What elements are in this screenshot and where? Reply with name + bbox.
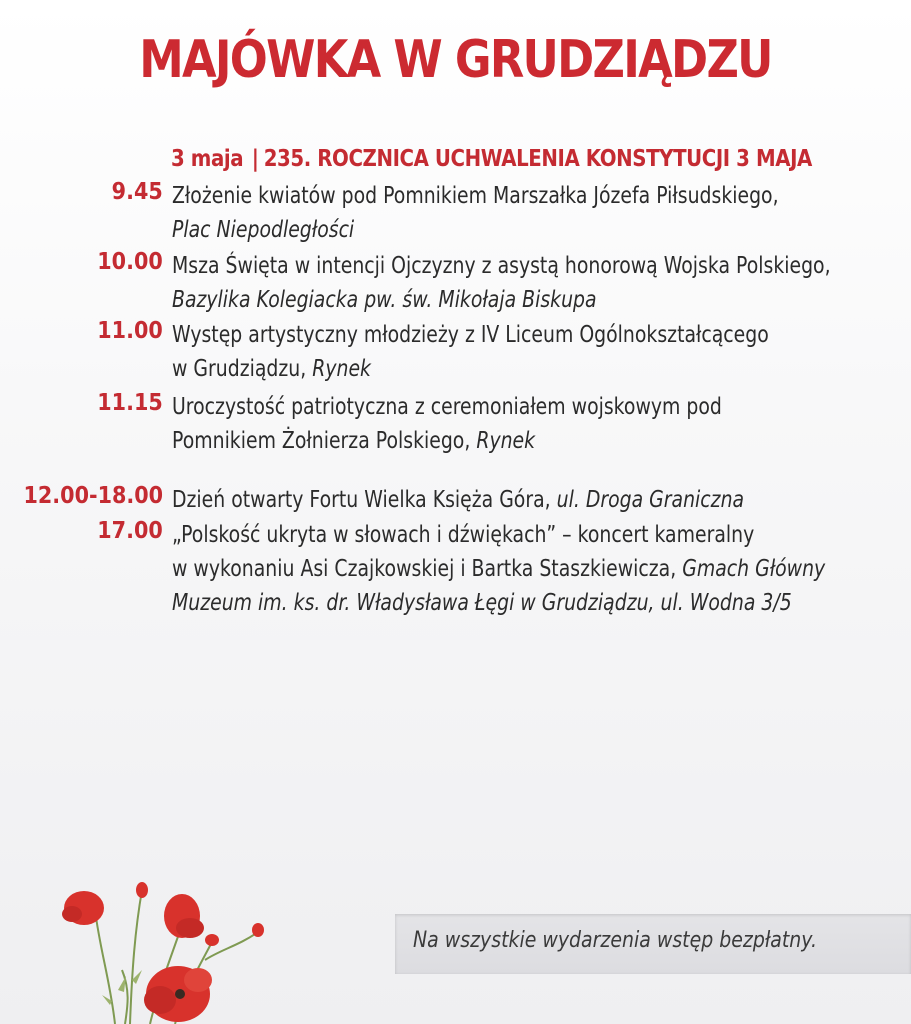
event-line: Dzień otwarty Fortu Wielka Księża Góra, ul. Droga Graniczna xyxy=(172,487,745,513)
event-place: Rynek xyxy=(312,356,371,382)
event-description xyxy=(172,518,826,620)
event-line: Złożenie kwiatów pod Pomnikiem Marszałka Józefa Piłsudskiego, xyxy=(172,183,779,209)
heading-separator: | xyxy=(251,146,259,172)
event-line: Uroczystość patriotyczna z ceremoniałem wojskowym pod xyxy=(172,394,722,420)
event-line: „Polskość ukryta w słowach i dźwiękach” – koncert kameralny xyxy=(172,522,755,548)
event-place: ul. Droga Graniczna xyxy=(556,487,745,513)
event-line xyxy=(172,213,795,247)
event-description xyxy=(172,483,795,517)
event-line xyxy=(172,283,795,317)
event-place: Plac Niepodległości xyxy=(172,217,355,243)
event-line: Msza Święta w intencji Ojczyzny z asystą honorową Wojska Polskiego, xyxy=(172,253,831,279)
event-place: Gmach Główny xyxy=(682,556,826,582)
event-description xyxy=(172,390,795,458)
event-time: 9.45 xyxy=(111,179,163,205)
event-time: 12.00-18.00 xyxy=(23,483,163,509)
heading-event: 235. ROCZNICA UCHWALENIA KONSTYTUCJI 3 MAJA xyxy=(263,146,812,172)
event-description xyxy=(172,318,795,386)
event-place: Rynek xyxy=(476,428,536,454)
free-entry-banner xyxy=(395,914,911,974)
event-place: Muzeum im. ks. dr. Władysława Łęgi w Grudziądzu, ul. Wodna 3/5 xyxy=(172,590,792,616)
event-line: Występ artystyczny młodzieży z IV Liceum Ogólnokształcącego xyxy=(172,322,769,348)
event-time: 17.00 xyxy=(97,518,163,544)
event-line xyxy=(172,586,795,620)
poppy-flowers-icon xyxy=(40,870,280,1024)
event-time: 11.00 xyxy=(97,318,163,344)
free-entry-text: Na wszystkie wydarzenia wstęp bezpłatny. xyxy=(413,928,818,953)
event-line: w Grudziądzu, Rynek xyxy=(172,356,371,382)
event-description xyxy=(172,179,795,247)
event-time: 11.15 xyxy=(97,390,163,416)
page-title: MAJÓWKA W GRUDZIĄDZU xyxy=(139,30,772,90)
event-description xyxy=(172,249,831,317)
event-place: Bazylika Kolegiacka pw. św. Mikołaja Biskupa xyxy=(172,287,597,313)
event-line: Pomnikiem Żołnierza Polskiego, Rynek xyxy=(172,428,536,454)
section-heading xyxy=(171,146,812,172)
event-line: w wykonaniu Asi Czajkowskiej i Bartka Staszkiewicza, Gmach Główny xyxy=(172,556,826,582)
heading-date: 3 maja xyxy=(171,146,244,172)
event-time: 10.00 xyxy=(97,249,163,275)
